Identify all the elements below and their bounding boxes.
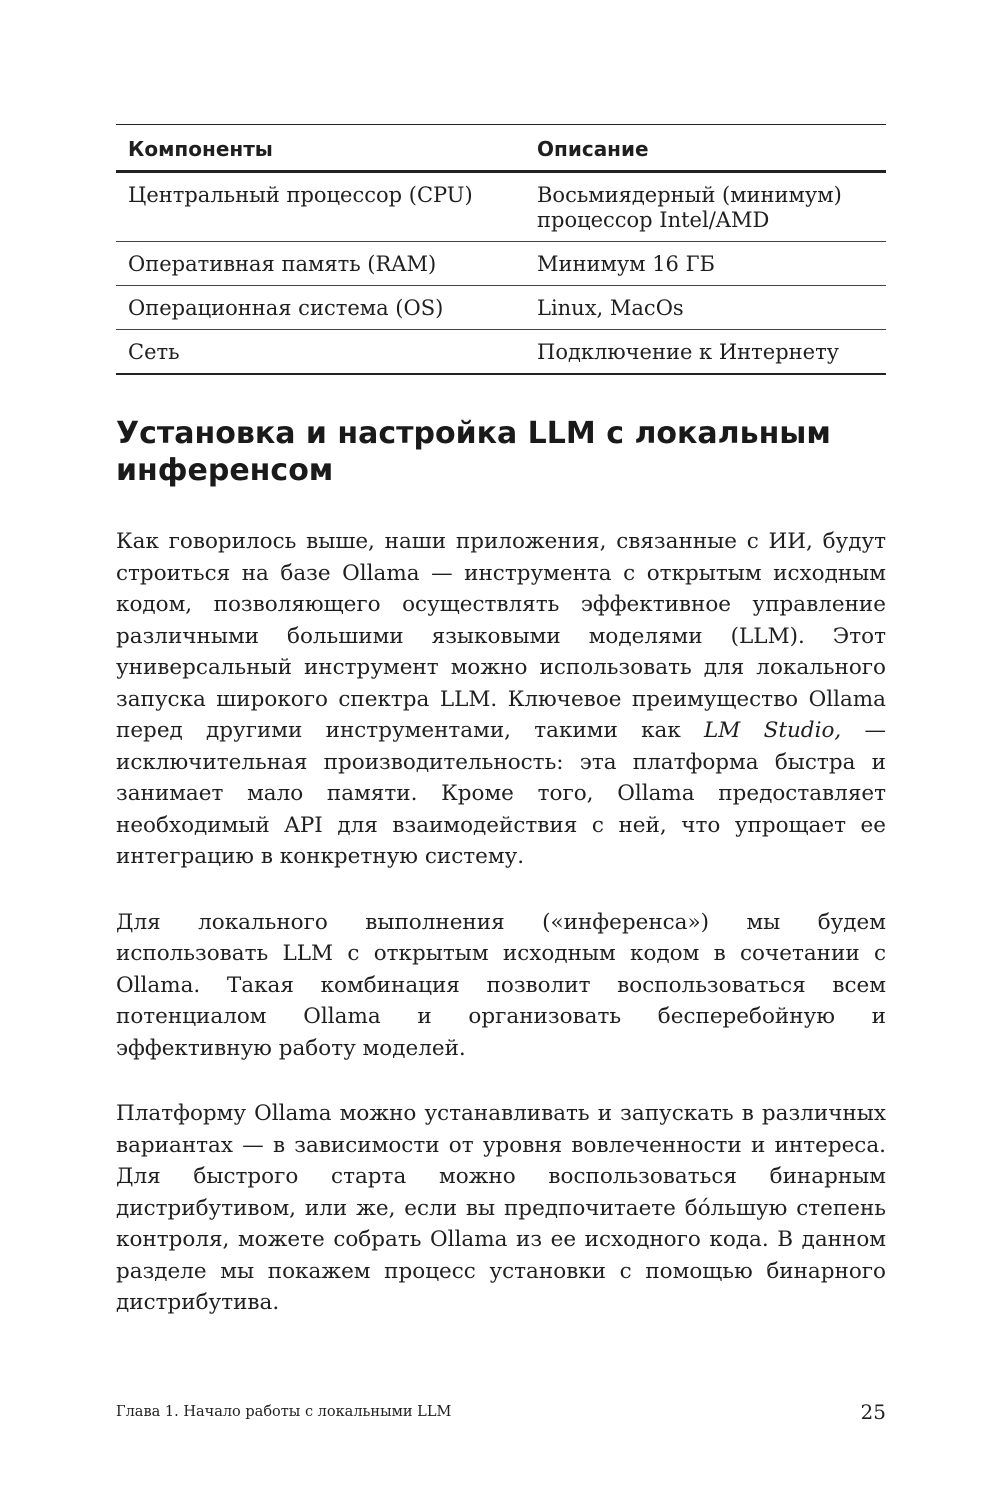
table-row (116, 172, 886, 242)
table-cell-component: Центральный процессор (CPU) (116, 172, 525, 242)
table-cell-description: Linux, MacOs (525, 286, 886, 330)
page-footer (116, 1400, 886, 1426)
paragraph-ollama-intro (116, 526, 886, 873)
table-header-row (116, 125, 886, 172)
page-content (116, 124, 886, 1319)
table-cell-component: Операционная система (OS) (116, 286, 525, 330)
chapter-title: Глава 1. Начало работы с локальными LLM (116, 1404, 452, 1420)
table-cell-description: Восьмиядерный (минимум) процессор Intel/AMD (525, 172, 886, 242)
table-cell-component: Сеть (116, 330, 525, 375)
table-row (116, 330, 886, 375)
paragraph-installation: Платформу Ollama можно устанавливать и запускать в различных вариантах — в зависимости от уровня вовлеченности и интереса. Для быстрого старта можно воспользоваться бинарным дистрибутивом, или же, если вы предпочитаете бóльшую степень контроля, можете собрать Ollama из ее исходного кода. В данном разделе мы покажем процесс установки с помощью бинарного дистрибутива. (116, 1101, 886, 1315)
paragraph-text: Как говорилось выше, наши приложения, связанные с ИИ, будут строиться на базе Ollama — инструмента с открытым исходным кодом, позволяющего осуществлять эффективное управление различными большими языковыми моделями (LLM). Этот универсальный инструмент можно использовать для локального запуска широкого спектра LLM. Ключевое преимущество Ollama перед другими инструментами, такими как (116, 529, 886, 743)
table-cell-description: Минимум 16 ГБ (525, 242, 886, 286)
table-cell-description: Подключение к Интернету (525, 330, 886, 375)
requirements-table (116, 124, 886, 375)
paragraph-text: — исключительная производительность: эта платформа быстра и занимает мало памяти. Кроме того, Ollama предоставляет необходимый API для взаимодействия с ней, что упрощает ее интеграцию в конкретную систему. (116, 718, 887, 869)
table-row (116, 242, 886, 286)
paragraph-inference: Для локального выполнения («инференса») мы будем использовать LLM с открытым исходным кодом в сочетании с Ollama. Такая комбинация позволит воспользоваться всем потенциалом Ollama и организовать бесперебойную и эффективную работу моделей. (116, 909, 886, 1061)
table-cell-component: Оперативная память (RAM) (116, 242, 525, 286)
section-heading: Установка и настройка LLM с локальным инференсом (116, 416, 831, 488)
column-header-components: Компоненты (116, 125, 525, 172)
table-row (116, 286, 886, 330)
emphasis-lm-studio: LM Studio, (704, 718, 842, 743)
column-header-description: Описание (525, 125, 886, 172)
page-number: 25 (860, 1400, 886, 1424)
